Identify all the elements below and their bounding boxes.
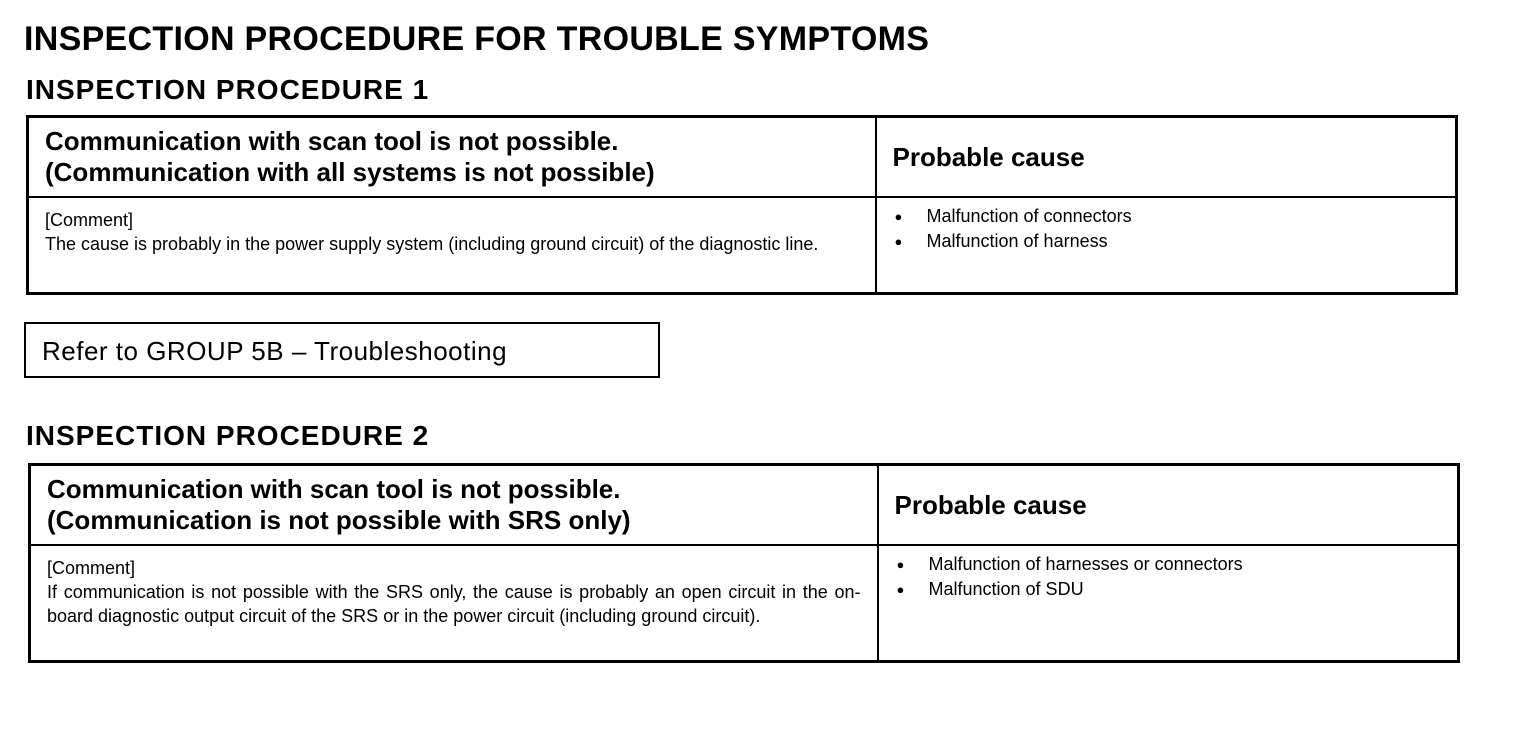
comment-cell — [30, 545, 878, 662]
refer-note-box: Refer to GROUP 5B – Troubleshooting — [24, 322, 660, 378]
procedure-1-heading: INSPECTION PROCEDURE 1 — [26, 74, 430, 105]
probable-cause-item: ● Malfunction of harnesses or connectors — [895, 552, 1442, 577]
symptom-line-1: Communication with scan tool is not possible. — [47, 474, 621, 504]
page-title: INSPECTION PROCEDURE FOR TROUBLE SYMPTOMS — [24, 20, 930, 58]
procedure-1-table — [26, 115, 1458, 295]
comment-label: [Comment] — [47, 558, 136, 578]
comment-cell — [28, 197, 876, 294]
comment-label: [Comment] — [45, 210, 134, 230]
procedure-2-table — [28, 463, 1460, 663]
symptom-cell — [28, 117, 876, 198]
probable-cause-list-cell — [876, 197, 1457, 294]
symptom-cell — [30, 465, 878, 546]
probable-cause-list — [893, 204, 1440, 254]
symptom-line-2: (Communication with all systems is not possible) — [45, 157, 655, 187]
probable-cause-item: ● Malfunction of harness — [893, 229, 1440, 254]
comment-text: The cause is probably in the power supply system (including ground circuit) of the diagnostic line. — [45, 234, 819, 254]
probable-cause-header: Probable cause — [876, 117, 1457, 198]
procedure-2-heading: INSPECTION PROCEDURE 2 — [26, 420, 430, 451]
symptom-line-1: Communication with scan tool is not possible. — [45, 126, 619, 156]
probable-cause-header: Probable cause — [878, 465, 1459, 546]
symptom-line-2: (Communication is not possible with SRS only) — [47, 505, 631, 535]
comment-text: If communication is not possible with the SRS only, the cause is probably an open circuit in the on-board diagnostic output circuit of the SRS or in the power circuit (including ground circuit). — [47, 582, 861, 626]
probable-cause-item: ● Malfunction of SDU — [895, 577, 1442, 602]
probable-cause-list — [895, 552, 1442, 602]
probable-cause-list-cell — [878, 545, 1459, 662]
probable-cause-item: ● Malfunction of connectors — [893, 204, 1440, 229]
